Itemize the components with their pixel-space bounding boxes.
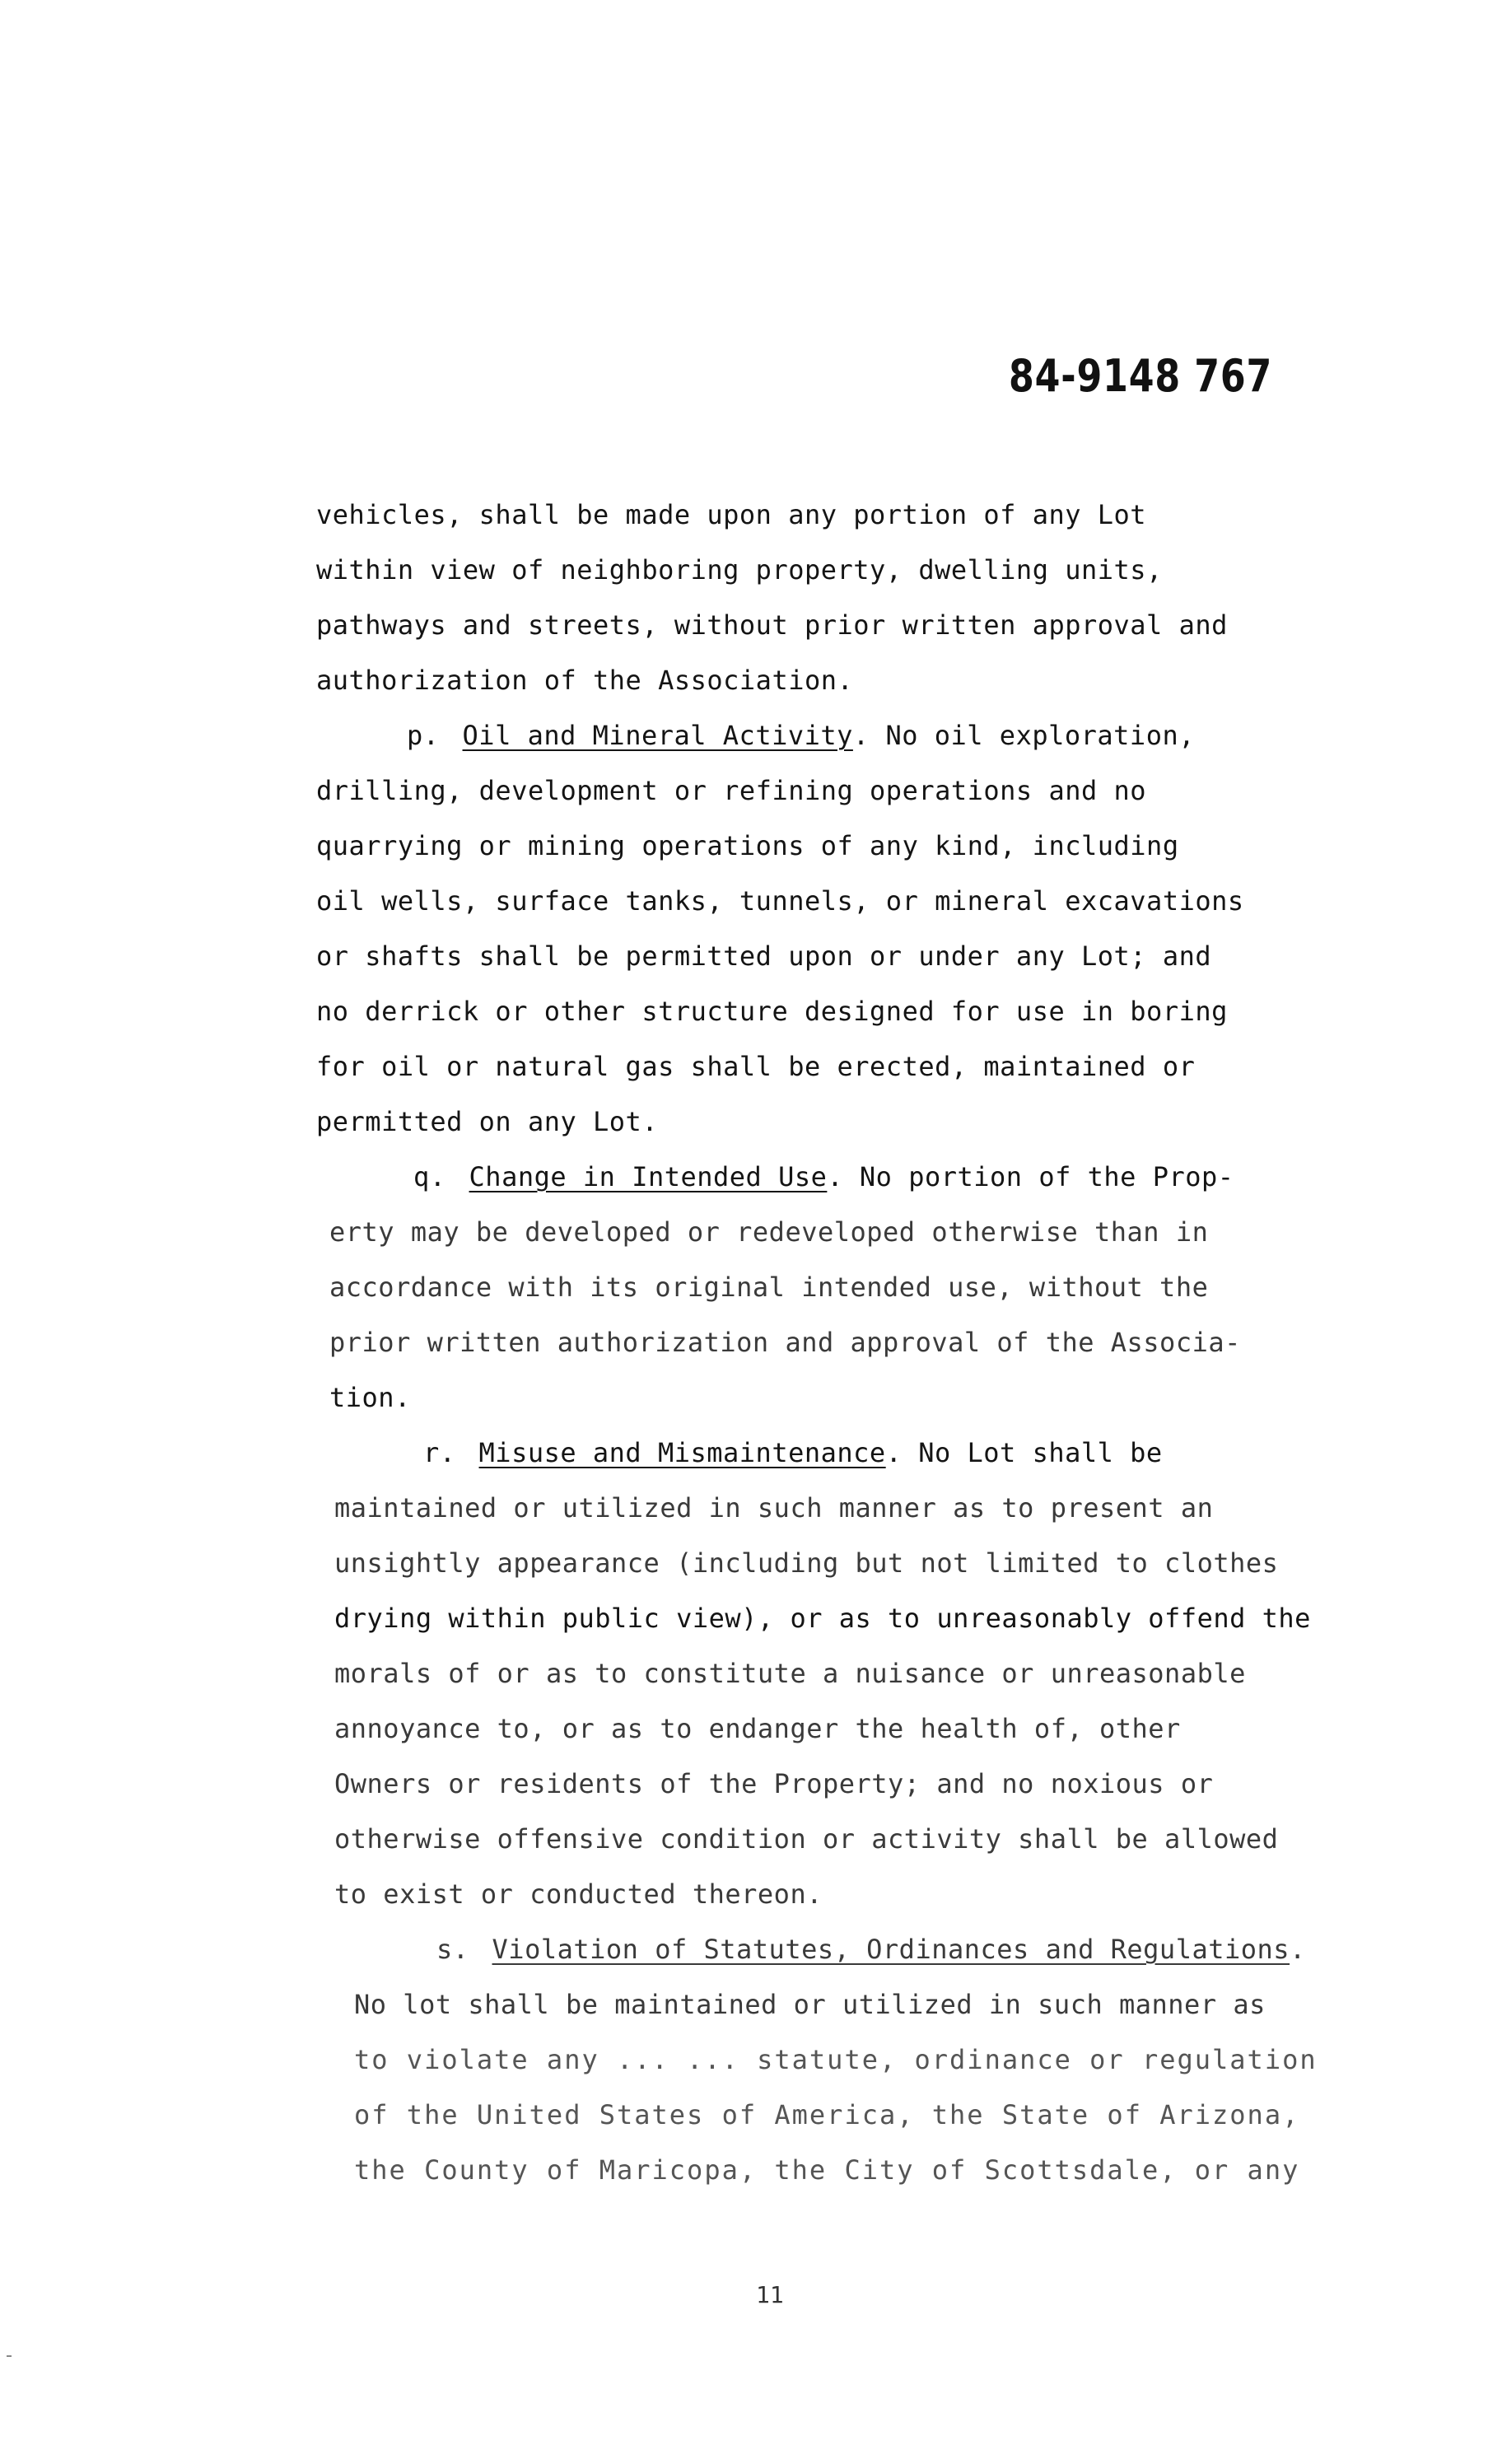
- text-line: vehicles, shall be made upon any portion of any Lot: [316, 499, 1147, 530]
- section-title: Misuse and Mismaintenance: [478, 1437, 886, 1468]
- text-line: erty may be developed or redeveloped otherwise than in: [329, 1216, 1209, 1248]
- text-line: or shafts shall be permitted upon or under any Lot; and: [316, 940, 1212, 972]
- section-title: Violation of Statutes, Ordinances and Regulations: [492, 1934, 1290, 1965]
- section-text: . No oil exploration,: [852, 720, 1195, 751]
- text-line: the County of Maricopa, the City of Scottsdale, or any: [354, 2154, 1300, 2186]
- text-line: within view of neighboring property, dwelling units,: [316, 554, 1163, 586]
- section-text: . No portion of the Prop-: [827, 1161, 1234, 1192]
- section-letter: p.: [407, 720, 440, 751]
- text-line: otherwise offensive condition or activity shall be allowed: [334, 1823, 1279, 1855]
- text-line: annoyance to, or as to endanger the health of, other: [334, 1713, 1181, 1744]
- section-title: Change in Intended Use: [469, 1161, 828, 1192]
- section-s-heading-line: [436, 1929, 1306, 1970]
- text-line: No lot shall be maintained or utilized in such manner as: [354, 1989, 1266, 2020]
- section-text: . No Lot shall be: [885, 1437, 1163, 1468]
- text-line: to violate any ... ... statute, ordinance or regulation: [354, 2044, 1318, 2075]
- text-line: pathways and streets, without prior written approval and: [316, 609, 1228, 641]
- section-letter: q.: [413, 1161, 446, 1192]
- text-line: of the United States of America, the State of Arizona,: [354, 2099, 1300, 2130]
- text-line: maintained or utilized in such manner as to present an: [334, 1492, 1214, 1524]
- text-line: tion.: [329, 1382, 411, 1413]
- text-line: Owners or residents of the Property; and no noxious or: [334, 1768, 1214, 1799]
- section-p-heading-line: [407, 715, 1195, 756]
- section-q-heading-line: [413, 1156, 1234, 1197]
- section-letter: r.: [423, 1437, 456, 1468]
- section-letter: s.: [436, 1934, 469, 1965]
- section-r-heading-line: [423, 1432, 1163, 1473]
- text-line: permitted on any Lot.: [316, 1106, 659, 1137]
- text-line: oil wells, surface tanks, tunnels, or mineral excavations: [316, 885, 1244, 917]
- text-line: authorization of the Association.: [316, 665, 854, 696]
- scan-edge-mark: [7, 2355, 12, 2357]
- section-title: Oil and Mineral Activity: [462, 720, 853, 751]
- text-line: quarrying or mining operations of any kind, including: [316, 830, 1179, 861]
- text-line: accordance with its original intended use, without the: [329, 1272, 1209, 1303]
- text-line: for oil or natural gas shall be erected, maintained or: [316, 1051, 1196, 1082]
- text-line: drilling, development or refining operations and no: [316, 775, 1147, 806]
- text-line: drying within public view), or as to unreasonably offend the: [334, 1603, 1311, 1634]
- page-number: 11: [756, 2281, 784, 2308]
- text-line: prior written authorization and approval of the Associa-: [329, 1327, 1241, 1358]
- section-text: .: [1290, 1934, 1306, 1965]
- text-line: to exist or conducted thereon.: [334, 1878, 823, 1910]
- text-line: no derrick or other structure designed for use in boring: [316, 996, 1228, 1027]
- text-line: unsightly appearance (including but not limited to clothes: [334, 1547, 1279, 1579]
- recording-number: 84-9148 767: [1009, 350, 1273, 402]
- text-line: morals of or as to constitute a nuisance or unreasonable: [334, 1658, 1246, 1689]
